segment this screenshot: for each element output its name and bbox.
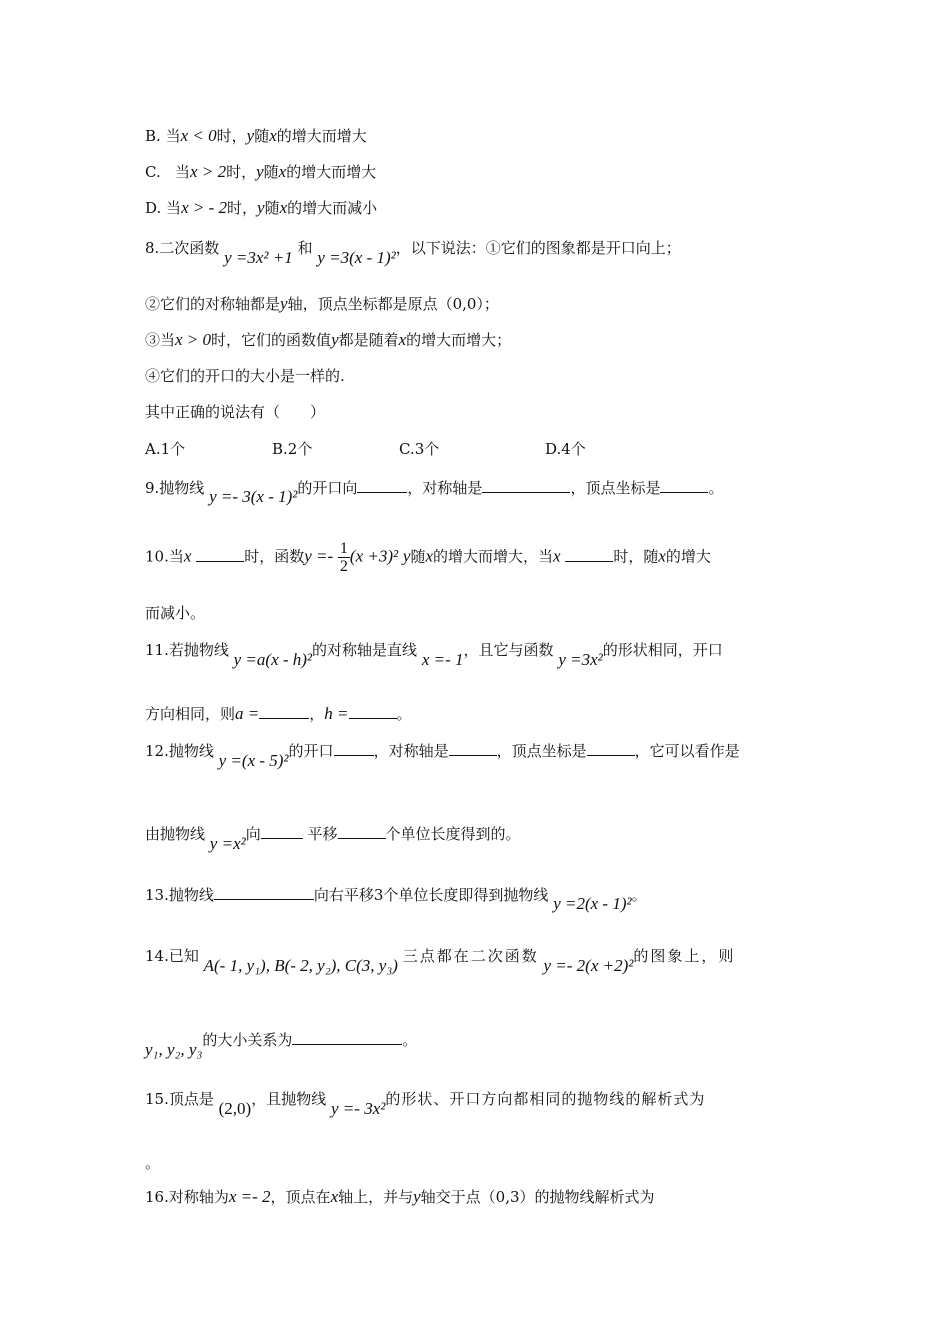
answer-blank: [196, 547, 244, 562]
question-10: 10.当x 时，函数y =- $\frac{1}{2}$ (x +3)² y随x的增大而增大，当x 时，随x的增大: [145, 540, 711, 575]
option-c: C.3个: [399, 440, 440, 458]
answer-blank: [338, 824, 386, 839]
question-13: 13.抛物线 向右平移3个单位长度即得到抛物线 y =2(x - 1)²。: [145, 886, 647, 913]
statement-3: ③当x > 0时，它们的函数值y都是随着x的增大而增大；: [145, 330, 512, 349]
question-11-continued: 方向相同，则a = ，h = 。: [145, 704, 412, 723]
answer-blank: [565, 547, 613, 562]
option-d-line: D. 当x > - 2时，y随x的增大而减小: [145, 198, 378, 217]
answer-blank: [660, 478, 708, 493]
option-a: A.1个: [145, 440, 186, 458]
answer-blank: [214, 885, 314, 900]
answer-blank: [261, 824, 303, 839]
answer-blank: [334, 741, 374, 756]
answer-blank: [357, 478, 407, 493]
question-15: 15.顶点是 (2,0)，且抛物线 y =- 3x²的形状、开口方向都相同的抛物线的解析式为: [145, 1090, 706, 1118]
answer-blank: [587, 741, 635, 756]
question-16: 16.对称轴为x =- 2，顶点在x轴上，并与y轴交于点（0,3）的抛物线解析式为: [145, 1187, 655, 1206]
question-10-continued: 而减小。: [145, 604, 206, 622]
fraction: $\frac{1}{2}$: [339, 540, 348, 575]
question-9: 9.抛物线 y =- 3(x - 1)²的开口向 ，对称轴是 ，顶点坐标是 。: [145, 479, 724, 506]
question-15-continued: 。: [145, 1154, 161, 1172]
option-b-line: B. 当x < 0时，y随x的增大而增大: [145, 126, 367, 145]
answer-blank: [292, 1030, 402, 1045]
question-14-continued: y₁, y₂, y₃的大小关系为 。: [145, 1031, 418, 1059]
statement-2: ②它们的对称轴都是y轴，顶点坐标都是原点（0,0）；: [145, 294, 499, 313]
question-11: 11.若抛物线 y =a(x - h)²的对称轴是直线 x =- 1，且它与函数 y =3x²的形状相同，开口: [145, 641, 723, 669]
question-12: 12.抛物线 y =(x - 5)²的开口 ，对称轴是 ，顶点坐标是 ，它可以看作是: [145, 742, 740, 770]
option-c-line: C. 当x > 2时，y随x的增大而增大: [145, 162, 377, 181]
answer-blank: [482, 478, 570, 493]
question-14: 14.已知 A(- 1, y₁), B(- 2, y₂), C(3, y₃) 三点都在二次函数 y =- 2(x +2)²的图象上，则: [145, 947, 736, 975]
question-8-prompt: 其中正确的说法有（ ）: [145, 403, 326, 421]
answer-blank: [349, 704, 397, 719]
statement-4: ④它们的开口的大小是一样的.: [145, 367, 345, 385]
question-8-options: [145, 439, 586, 459]
option-d: D.4个: [545, 440, 586, 458]
answer-blank: [449, 741, 497, 756]
question-12-continued: 由抛物线 y =x²向 平移 个单位长度得到的。: [145, 825, 521, 853]
question-8: 8.二次函数 y =3x² +1 和 y =3(x - 1)²，以下说法：①它们的图象都是开口向上；: [145, 239, 681, 267]
answer-blank: [259, 704, 309, 719]
option-b: B.2个: [272, 440, 313, 458]
